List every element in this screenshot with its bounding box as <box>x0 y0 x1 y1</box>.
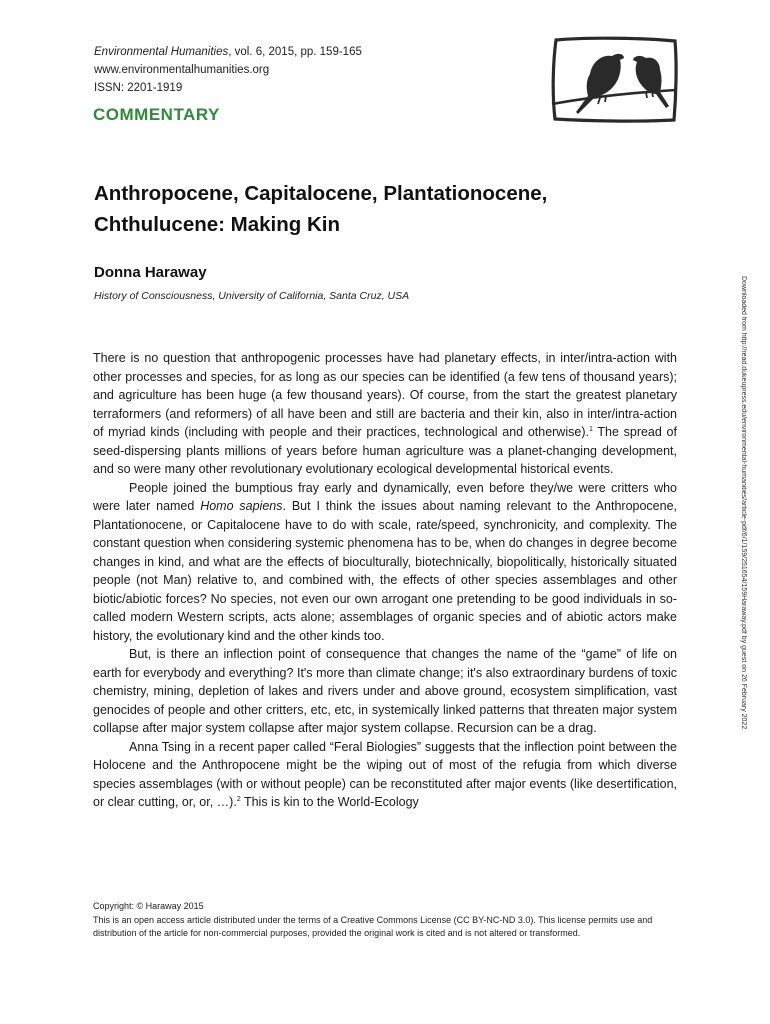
license-text: This is an open access article distributed under the terms of a Creative Commons License (CC BY-NC-ND 3.0). This license permits use and distribution of the article for non-commercial purposes, provided the original work is cited and is not altered or transformed. <box>93 914 653 938</box>
journal-metadata <box>94 43 362 97</box>
article-body <box>93 349 677 812</box>
journal-logo <box>548 34 680 124</box>
footnote-ref-1[interactable]: 1 <box>588 425 593 433</box>
author-name: Donna Haraway <box>94 264 207 281</box>
two-birds-logo-icon <box>548 34 680 124</box>
footnote-ref-2[interactable]: 2 <box>236 795 241 803</box>
journal-citation <box>94 43 362 61</box>
download-watermark: Downloaded from http://read.dukeupress.edu/environmental-humanities/article-pdf/6/1/159/251654/159Haraway.pdf by guest on 26 February 2022 <box>740 276 747 730</box>
journal-url[interactable]: www.environmentalhumanities.org <box>94 64 270 76</box>
journal-issn: ISSN: 2201-1919 <box>94 82 183 94</box>
paragraph-3: But, is there an inflection point of consequence that changes the name of the “game” of life on earth for everybody and everything? It's more than climate change; it's also extraordinary burdens of toxic chemistry, mining, depletion of lakes and rivers under and above ground, ecosystem simplification, vast genocides of people and other critters, etc, etc, in systemically linked patterns that threaten major system collapse after major system collapse after major system collapse. Recursion can be a drag. <box>93 647 677 735</box>
section-label: COMMENTARY <box>93 105 220 124</box>
paragraph-1: There is no question that anthropogenic processes have had planetary effects, in inter/intra-action with other processes and species, for as long as our species can be identified (a few tens of thousand years); and agriculture has been huge (a few thousand years). Of course, from the start the greatest planetary terraformers (and reformers) of all have been and still are bacteria and their kin, also in inter/intra-action of myriad kinds (including with people and their practices, technological and otherwise).$^1$ The spread of seed-dispersing plants millions of years before human agriculture was a planet-changing development, and so were many other revolutionary evolutionary ecological developmental historical events. <box>93 351 677 476</box>
journal-volume-pages: , vol. 6, 2015, pp. 159-165 <box>228 46 362 58</box>
title-line-2: Chthulucene: Making Kin <box>94 213 340 236</box>
journal-name: Environmental Humanities <box>94 46 229 58</box>
copyright-footer <box>93 900 683 941</box>
title-line-1: Anthropocene, Capitalocene, Plantationocene, <box>94 182 548 205</box>
paragraph-4: Anna Tsing in a recent paper called “Feral Biologies” suggests that the inflection point between the Holocene and the Anthropocene might be the wiping out of most of the refugia from which diverse species assemblages (with or without people) can be reconstituted after major events (like desertification, or clear cutting, or, or, …).$^2$ This is kin to the World-Ecology <box>93 739 677 809</box>
paragraph-2: People joined the bumptious fray early and dynamically, even before they/we were critters who were later named Homo sapiens. But I think the issues about naming relevant to the Anthropocene, Plantationocene, or Capitalocene have to do with scale, rate/speed, synchronicity, and complexity. The constant question when considering systemic phenomena has to be, when do changes in degree become changes in kind, and what are the effects of bioculturally, biotechnically, biopolitically, historically situated people (not Man) relative to, and combined with, the effects of other species assemblages and other biotic/abiotic forces? No species, not even our own arrogant one pretending to be good individuals in so-called modern Western scripts, acts alone; assemblages of organic species and of abiotic actors make history, the evolutionary kind and the other kinds too. <box>93 480 677 643</box>
author-affiliation: History of Consciousness, University of California, Santa Cruz, USA <box>94 290 410 302</box>
copyright-line: Copyright: © Haraway 2015 <box>93 901 204 911</box>
article-title <box>94 178 654 240</box>
